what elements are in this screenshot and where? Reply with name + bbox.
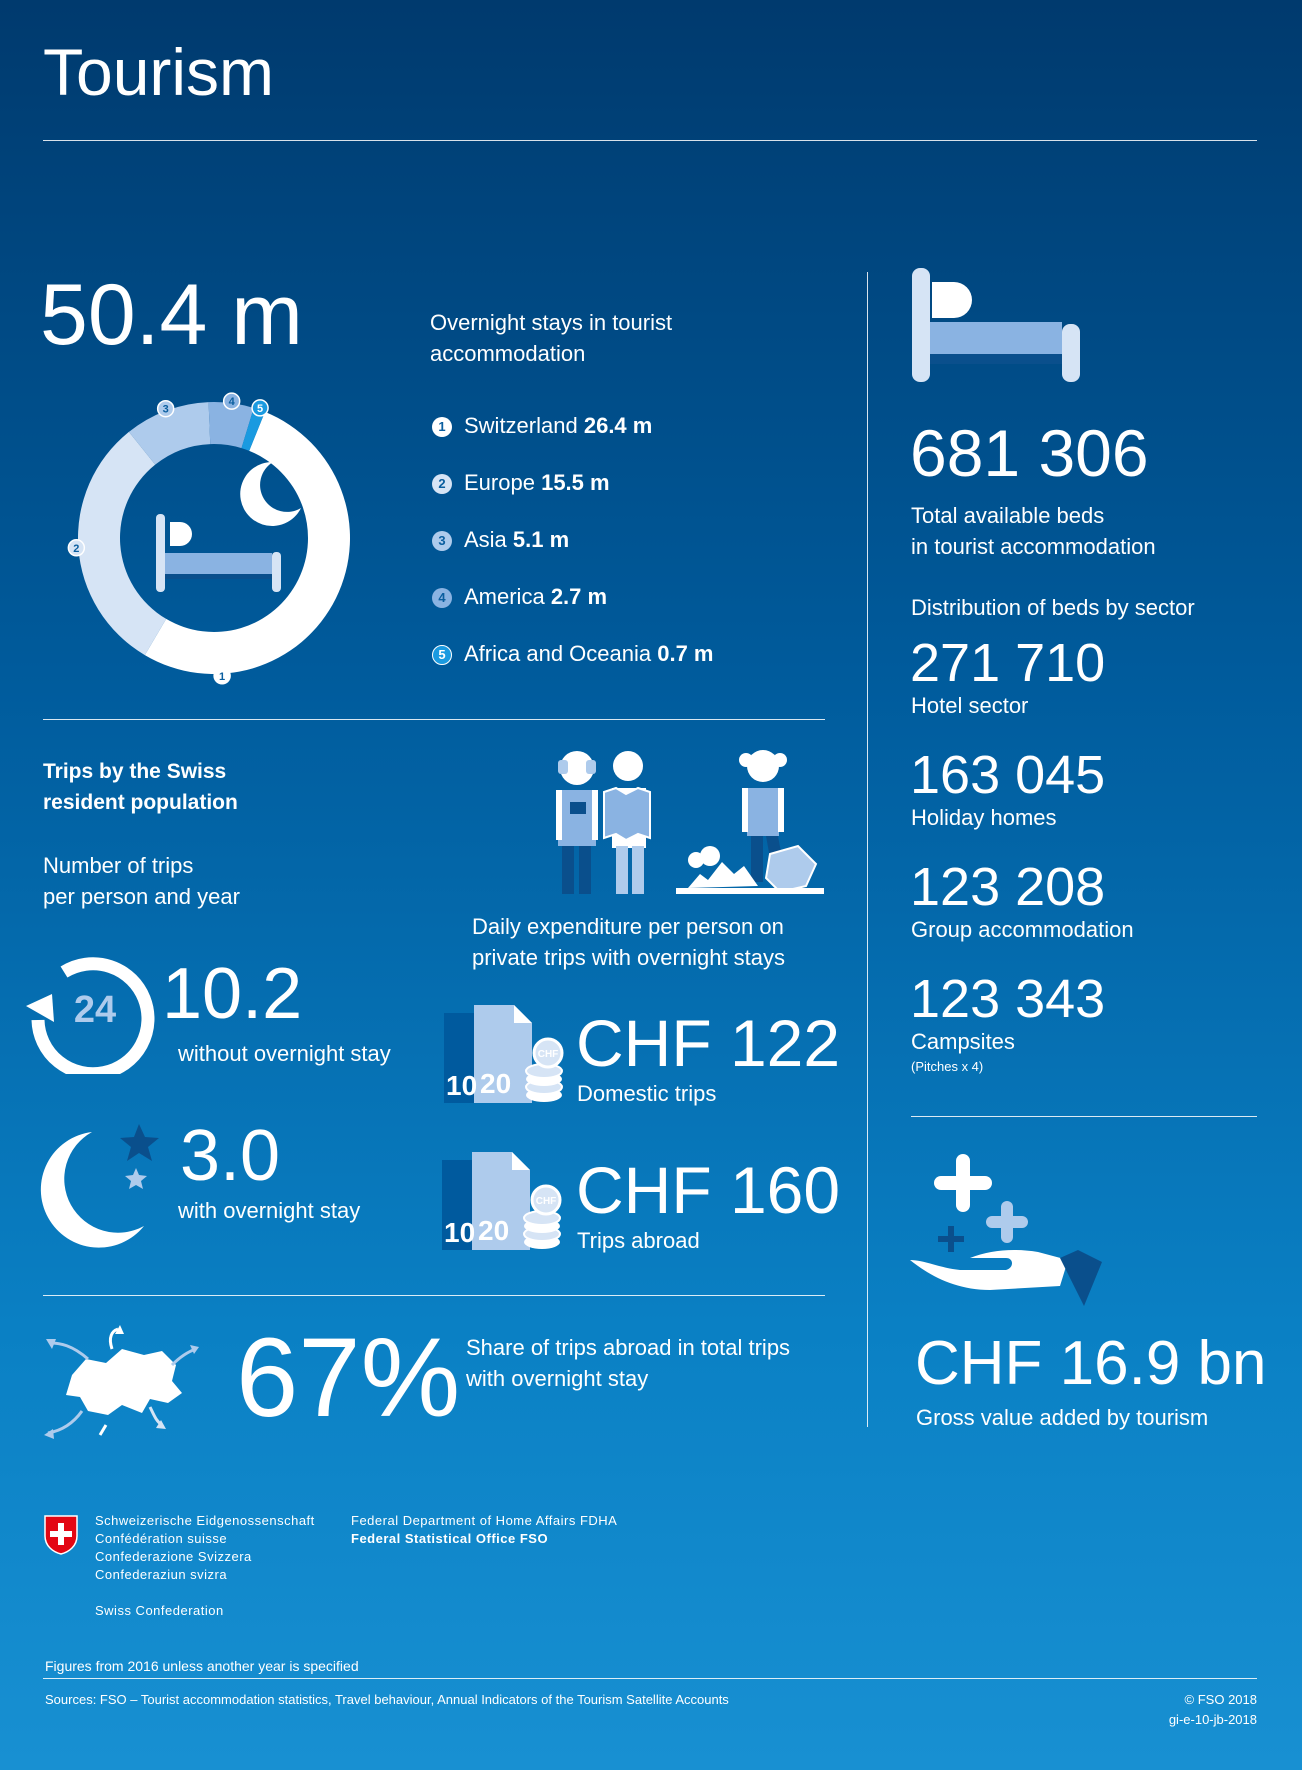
note-20: 20 — [478, 1215, 510, 1246]
donut-marker-label: 5 — [257, 402, 264, 415]
copyright: © FSO 2018 — [1184, 1692, 1257, 1707]
confederation-names — [95, 1512, 315, 1584]
beds-total-label-line2: in tourist accommodation — [911, 534, 1156, 559]
sector-hotel-value: 271 710 — [910, 633, 1106, 693]
trips-heading-line1: Trips by the Swiss — [43, 760, 227, 783]
share-label-line2: with overnight stay — [466, 1366, 649, 1391]
beds-total: 681 306 — [910, 416, 1149, 490]
legend-label: Africa and Oceania — [464, 641, 652, 666]
legend-marker: 5 — [432, 645, 452, 665]
donut-marker-label: 1 — [219, 670, 226, 683]
legend-label: America — [464, 584, 545, 609]
legend-item-asia — [432, 527, 569, 553]
sector-group-value: 123 208 — [910, 857, 1106, 917]
clock-number: 24 — [73, 989, 117, 1031]
overnight-total: 50.4 m — [40, 267, 303, 363]
beds-distribution-label: Distribution of beds by sector — [911, 595, 1195, 620]
trips-subtitle-line1: Number of trips — [43, 853, 194, 878]
section-divider-1 — [43, 719, 825, 720]
figures-note: Figures from 2016 unless another year is specified — [45, 1658, 359, 1674]
trips-subtitle — [43, 850, 240, 912]
gva-label: Gross value added by tourism — [916, 1405, 1209, 1430]
note-10: 10 — [446, 1070, 478, 1101]
page-title: Tourism — [43, 35, 275, 109]
donut-marker-label: 2 — [73, 542, 80, 555]
legend-value: 26.4 m — [583, 413, 653, 438]
share-label — [466, 1332, 790, 1394]
legend-marker: 4 — [432, 588, 452, 608]
legend-item-europe — [432, 470, 610, 496]
overnight-label — [430, 307, 672, 369]
swiss-coat-of-arms-icon — [43, 1514, 79, 1556]
trips-without-value: 10.2 — [162, 954, 303, 1034]
overnight-label-line2: accommodation — [430, 341, 586, 366]
bed-icon — [910, 268, 1086, 384]
hand-plus-icon — [910, 1140, 1106, 1310]
share-value: 67% — [236, 1315, 461, 1440]
legend-item-america — [432, 584, 607, 610]
swiss-confederation: Swiss Confederation — [95, 1603, 224, 1618]
abroad-label: Trips abroad — [577, 1228, 700, 1253]
donut-marker-label: 3 — [162, 403, 169, 416]
conf-line-german: Schweizerische Eidgenossenschaft — [95, 1513, 315, 1528]
tourists-illustration — [548, 748, 824, 896]
code: gi-e-10-jb-2018 — [1168, 1712, 1257, 1727]
overnight-label-line1: Overnight stays in tourist — [430, 310, 673, 335]
legend-label: Switzerland — [464, 413, 578, 438]
note-10: 10 — [444, 1217, 476, 1248]
sector-campsites-label: Campsites — [911, 1029, 1015, 1054]
overnight-donut-chart — [52, 376, 376, 700]
trips-heading-line2: resident population — [43, 791, 238, 814]
switzerland-map-icon — [42, 1325, 202, 1441]
domestic-label: Domestic trips — [577, 1081, 717, 1106]
section-divider-3 — [911, 1116, 1257, 1117]
column-divider — [867, 272, 868, 1427]
legend-value: 5.1 m — [512, 527, 570, 552]
section-divider-2 — [43, 1295, 825, 1296]
sector-holiday-label: Holiday homes — [911, 805, 1057, 830]
donut-slice-europe — [78, 432, 166, 655]
sector-holiday-value: 163 045 — [910, 745, 1106, 805]
expenditure-label — [472, 911, 785, 973]
trips-subtitle-line2: per person and year — [43, 884, 240, 909]
share-label-line1: Share of trips abroad in total trips — [466, 1335, 791, 1360]
coin-label: CHF — [535, 1196, 557, 1207]
legend-marker: 1 — [432, 417, 452, 437]
trips-without-label: without overnight stay — [178, 1041, 391, 1066]
legend-item-switzerland — [432, 413, 652, 439]
expenditure-label-line1: Daily expenditure per person on — [472, 914, 784, 939]
bed-moon-icon — [156, 462, 301, 592]
beds-total-label-line1: Total available beds — [911, 503, 1105, 528]
sector-campsites-note: (Pitches x 4) — [911, 1059, 984, 1074]
legend-value: 2.7 m — [550, 584, 608, 609]
sector-campsites-value: 123 343 — [910, 969, 1106, 1029]
department-name: Federal Department of Home Affairs FDHA — [351, 1513, 618, 1528]
sector-hotel-label: Hotel sector — [911, 693, 1029, 718]
beds-total-label — [911, 500, 1156, 562]
trips-with-value: 3.0 — [180, 1116, 281, 1196]
coin-label: CHF — [537, 1049, 559, 1060]
note-20: 20 — [480, 1068, 512, 1099]
footer-divider — [43, 1678, 1257, 1679]
trips-with-label: with overnight stay — [178, 1198, 361, 1223]
abroad-value: CHF 160 — [576, 1153, 841, 1227]
conf-line-french: Confédération suisse — [95, 1531, 228, 1546]
expenditure-label-line2: private trips with overnight stays — [472, 945, 786, 970]
conf-line-romansh: Confederaziun svizra — [95, 1567, 228, 1582]
sources: Sources: FSO – Tourist accommodation statistics, Travel behaviour, Annual Indicators of the Tourism Satellite Accounts — [45, 1692, 729, 1707]
legend-value: 15.5 m — [541, 470, 610, 495]
legend-label: Asia — [464, 527, 507, 552]
clock-24-icon — [24, 944, 160, 1074]
sector-group-label: Group accommodation — [911, 917, 1134, 942]
legend-value: 0.7 m — [657, 641, 714, 666]
conf-line-italian: Confederazione Svizzera — [95, 1549, 252, 1564]
donut-marker-label: 4 — [228, 396, 235, 409]
title-divider — [43, 140, 1257, 141]
moon-stars-icon — [40, 1118, 170, 1253]
legend-marker: 2 — [432, 474, 452, 494]
trips-heading — [43, 756, 238, 818]
legend-item-africa-oceania — [432, 641, 714, 667]
money-icon-domestic — [440, 1003, 566, 1105]
money-icon-abroad — [438, 1150, 564, 1252]
gva-value: CHF 16.9 bn — [915, 1329, 1267, 1398]
legend-label: Europe — [464, 470, 535, 495]
legend-marker: 3 — [432, 531, 452, 551]
office-name: Federal Statistical Office FSO — [351, 1531, 549, 1546]
domestic-value: CHF 122 — [576, 1006, 841, 1080]
